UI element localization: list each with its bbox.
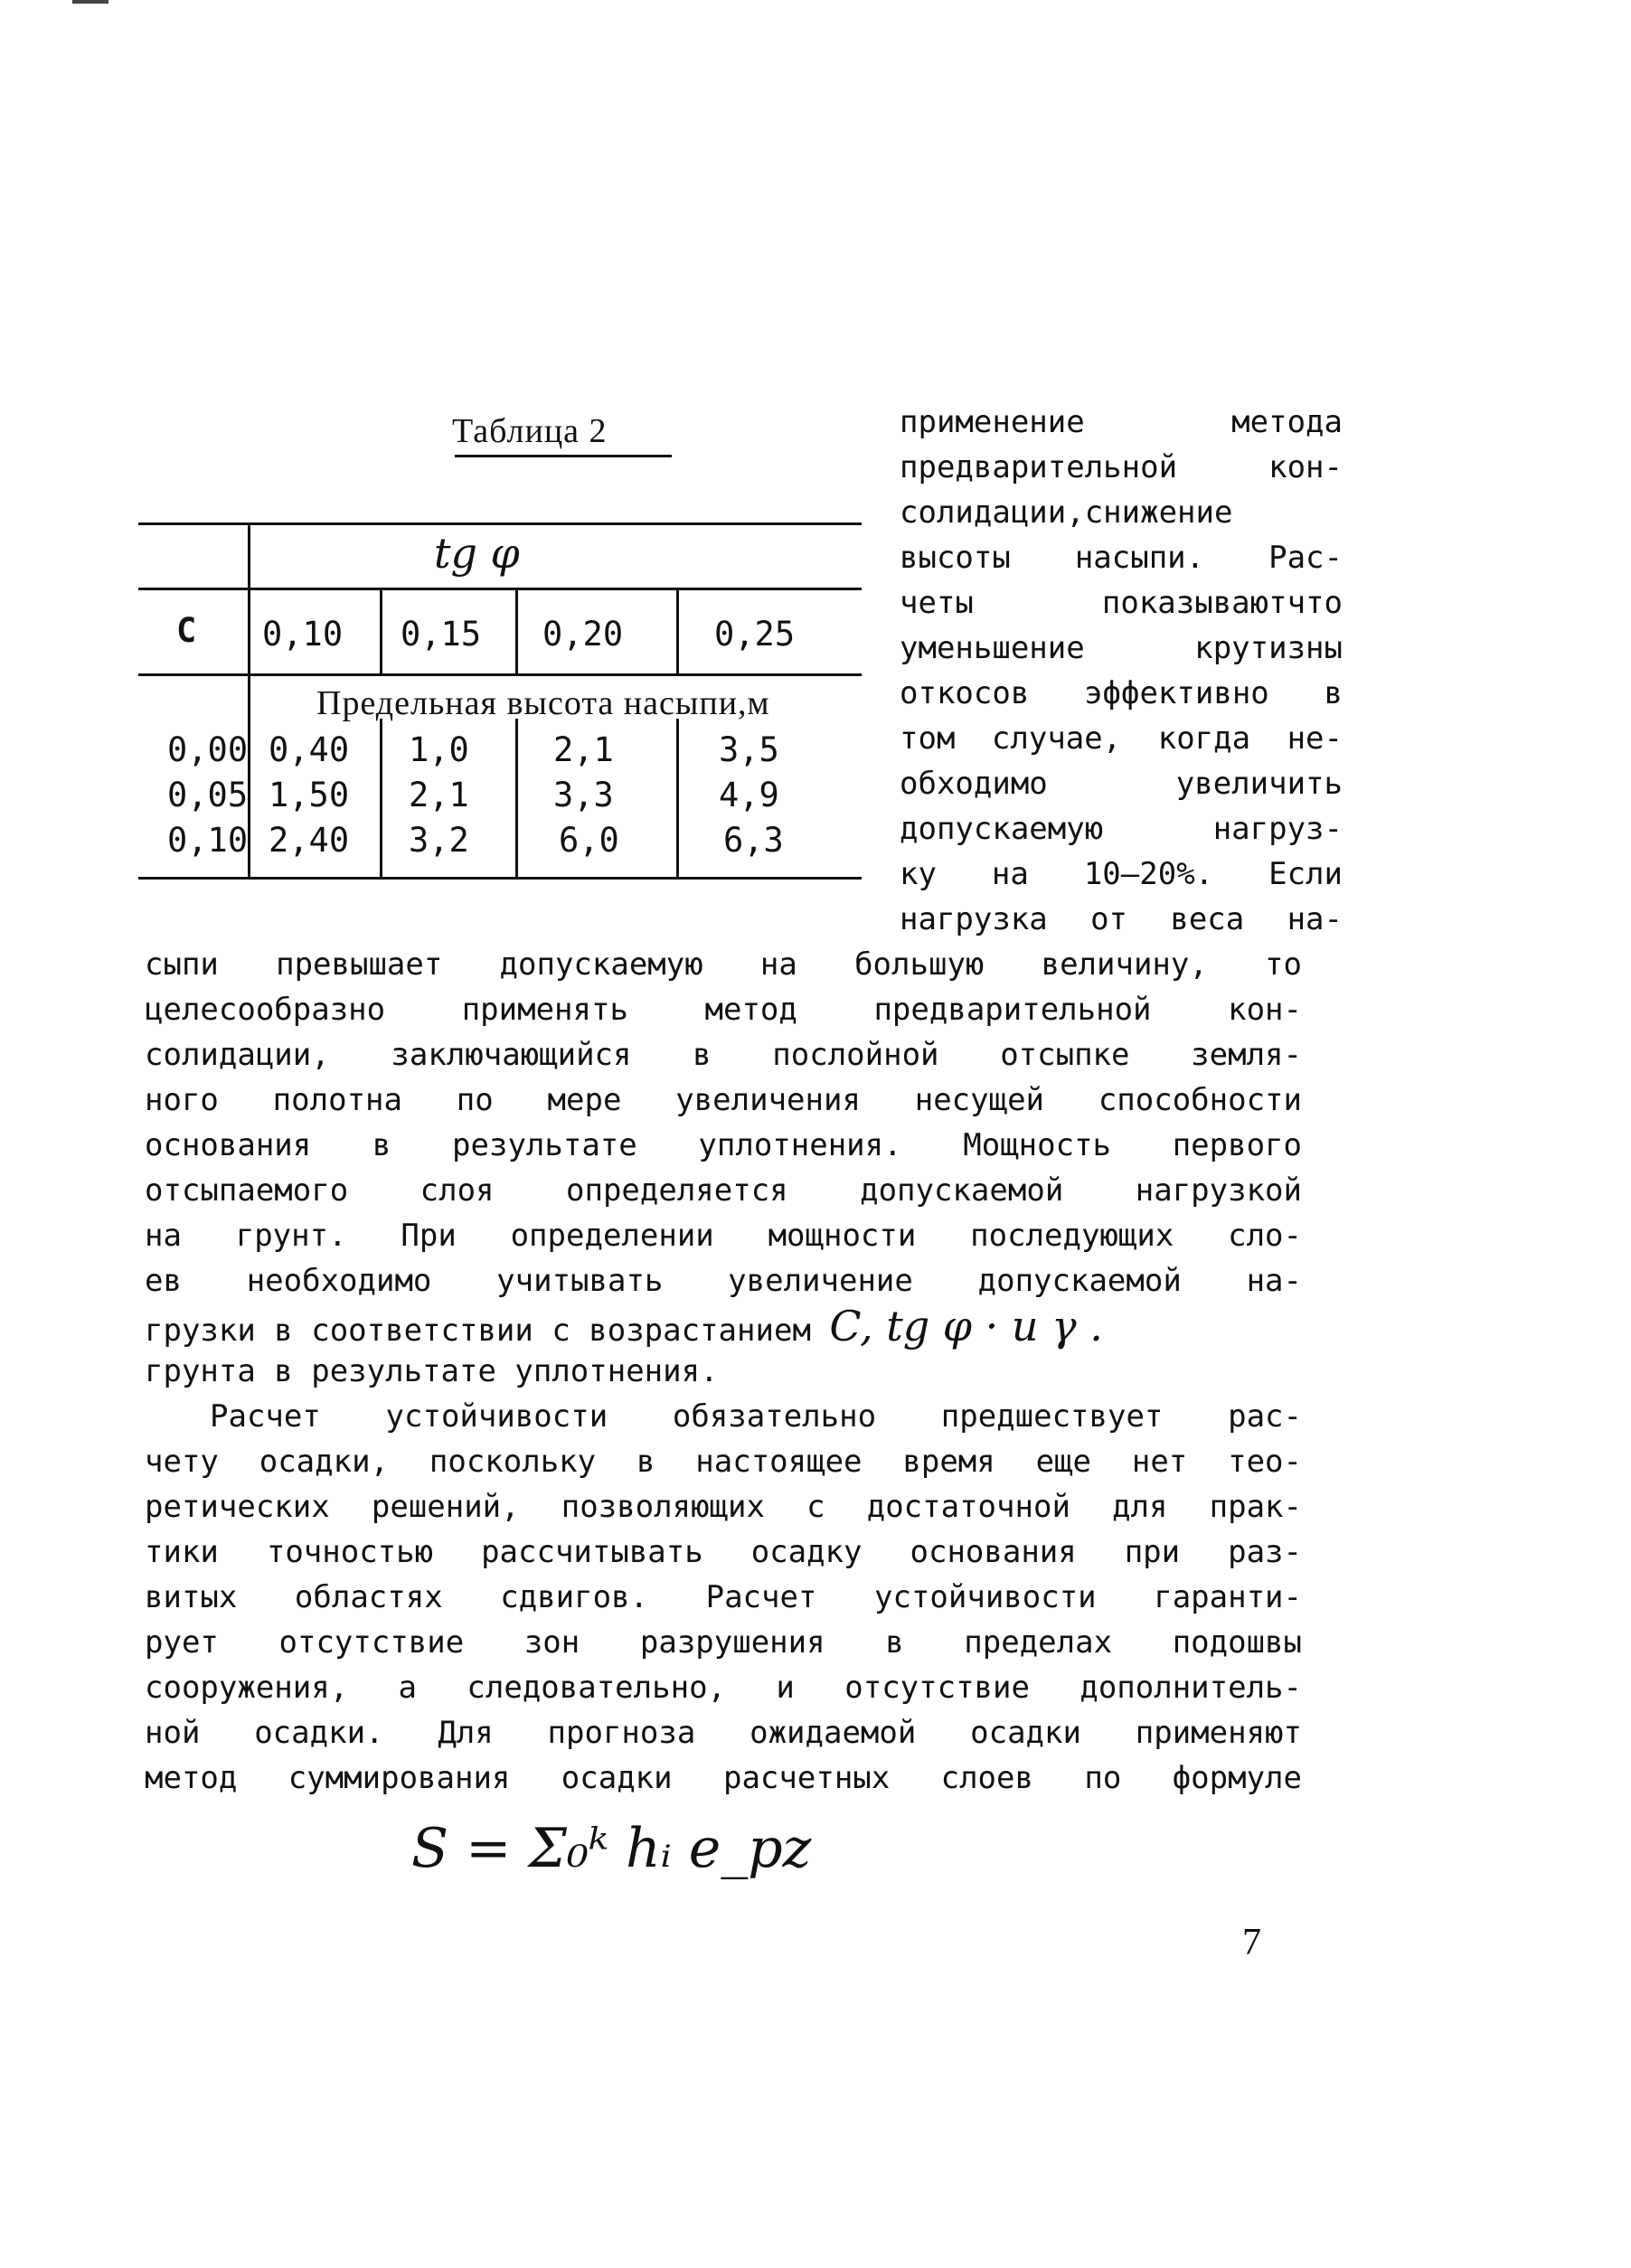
side-text-line: четы показываютчто xyxy=(900,585,1343,621)
table-col-header-1: 0,10 xyxy=(262,615,344,654)
side-text-line: том случае, когда не- xyxy=(900,720,1343,757)
table-cell: 1,0 xyxy=(409,730,469,769)
body-text-line: отсыпаемого слоя определяется допускаемой нагрузкой xyxy=(145,1172,1302,1209)
table-cell: 3,2 xyxy=(409,821,469,860)
table-subheader: Предельная высота насыпи,м xyxy=(316,684,770,722)
table-top-rule xyxy=(138,522,862,525)
body-text-line: сыпи превышает допускаемую на большую величину, то xyxy=(145,946,1302,983)
table-row-c: 0,00 xyxy=(167,730,249,769)
body-text-line: чету осадки, поскольку в настоящее время еще нет тео- xyxy=(145,1444,1302,1480)
body-text-line: ной осадки. Для прогноза ожидаемой осадки применяют xyxy=(145,1715,1302,1751)
table-rule-3 xyxy=(138,673,862,676)
side-text-line: высоты насыпи. Рас- xyxy=(900,540,1343,576)
body-text-line: витых областях сдвигов. Расчет устойчивости гаранти- xyxy=(145,1579,1302,1615)
body-text-line: рует отсутствие зон разрушения в пределах подошвы xyxy=(145,1624,1302,1661)
inline-formula: C, tg φ · и γ . xyxy=(829,1302,1103,1350)
table-cell: 1,50 xyxy=(269,776,350,814)
side-text-line: солидации,снижение xyxy=(900,494,1233,531)
body-text-line: ного полотна по мере увеличения несущей способности xyxy=(145,1082,1302,1118)
table-cell: 2,1 xyxy=(409,776,469,814)
body-text-line: метод суммирования осадки расчетных слоев по формуле xyxy=(145,1760,1302,1796)
body-text: грузки в соответствии с возрастанием xyxy=(145,1313,811,1349)
side-text-line: допускаемую нагруз- xyxy=(900,811,1343,847)
table-row-c: 0,10 xyxy=(167,821,249,860)
body-text-line: основания в результате уплотнения. Мощность первого xyxy=(145,1127,1302,1163)
body-text-line: Расчет устойчивости обязательно предшествует рас- xyxy=(210,1398,1302,1435)
table-cell: 6,3 xyxy=(723,821,784,860)
table-cell: 3,3 xyxy=(553,776,614,814)
table-cell: 0,40 xyxy=(269,730,350,769)
table-col-divider-3b xyxy=(515,719,518,877)
table-col-header-2: 0,15 xyxy=(401,615,482,654)
table-col-divider-1 xyxy=(248,522,250,877)
table-col-divider-2 xyxy=(380,588,382,673)
table-bottom-rule xyxy=(138,877,862,880)
side-text-line: применение метода xyxy=(900,404,1343,440)
table-header-symbol: tg φ xyxy=(434,529,520,578)
body-text-line: тики точностью рассчитывать осадку основания при раз- xyxy=(145,1534,1302,1570)
table-col-divider-4b xyxy=(676,719,679,877)
body-text-line: целесообразно применять метод предварительной кон- xyxy=(145,992,1302,1028)
body-text-line-with-formula xyxy=(145,1303,1302,1353)
table-cell: 2,40 xyxy=(269,821,350,860)
side-text-line: нагрузка от веса на- xyxy=(900,901,1343,937)
table-cell: 6,0 xyxy=(559,821,619,860)
page-number: 7 xyxy=(1242,1922,1261,1963)
side-text-line: откосов эффективно в xyxy=(900,675,1343,711)
side-text-line: предварительной кон- xyxy=(900,449,1343,485)
table-col-divider-4 xyxy=(676,588,679,673)
table-rule-2 xyxy=(138,588,862,590)
table-row-c: 0,05 xyxy=(167,776,249,814)
table-cell: 2,1 xyxy=(553,730,614,769)
table-col-divider-3 xyxy=(515,588,518,673)
body-text-line: ев необходимо учитывать увеличение допускаемой на- xyxy=(145,1263,1302,1299)
body-text-line: солидации, заключающийся в послойной отсыпке земля- xyxy=(145,1037,1302,1073)
side-text-line: ку на 10–20%. Если xyxy=(900,856,1343,892)
body-text-line: грунта в результате уплотнения. xyxy=(145,1353,719,1389)
table-row-header: C xyxy=(176,611,197,650)
corner-scan-mark xyxy=(72,0,108,4)
body-text-line: на грунт. При определении мощности последующих сло- xyxy=(145,1218,1302,1254)
side-text-line: уменьшение крутизны xyxy=(900,630,1343,666)
table-col-divider-2b xyxy=(380,719,382,877)
side-text-line: обходимо увеличить xyxy=(900,766,1343,802)
table-cell: 3,5 xyxy=(719,730,779,769)
table-caption: Таблица 2 xyxy=(452,412,608,450)
body-text-line: сооружения, а следовательно, и отсутствие дополнитель- xyxy=(145,1670,1302,1706)
table-cell: 4,9 xyxy=(719,776,779,814)
body-text-line: ретических решений, позволяющих с достаточной для прак- xyxy=(145,1489,1302,1525)
table-col-header-4: 0,25 xyxy=(714,615,796,654)
table-col-header-3: 0,20 xyxy=(542,615,624,654)
caption-underline xyxy=(455,455,672,457)
settlement-formula: S = Σ₀ᵏ hᵢ e_pz xyxy=(411,1817,812,1880)
